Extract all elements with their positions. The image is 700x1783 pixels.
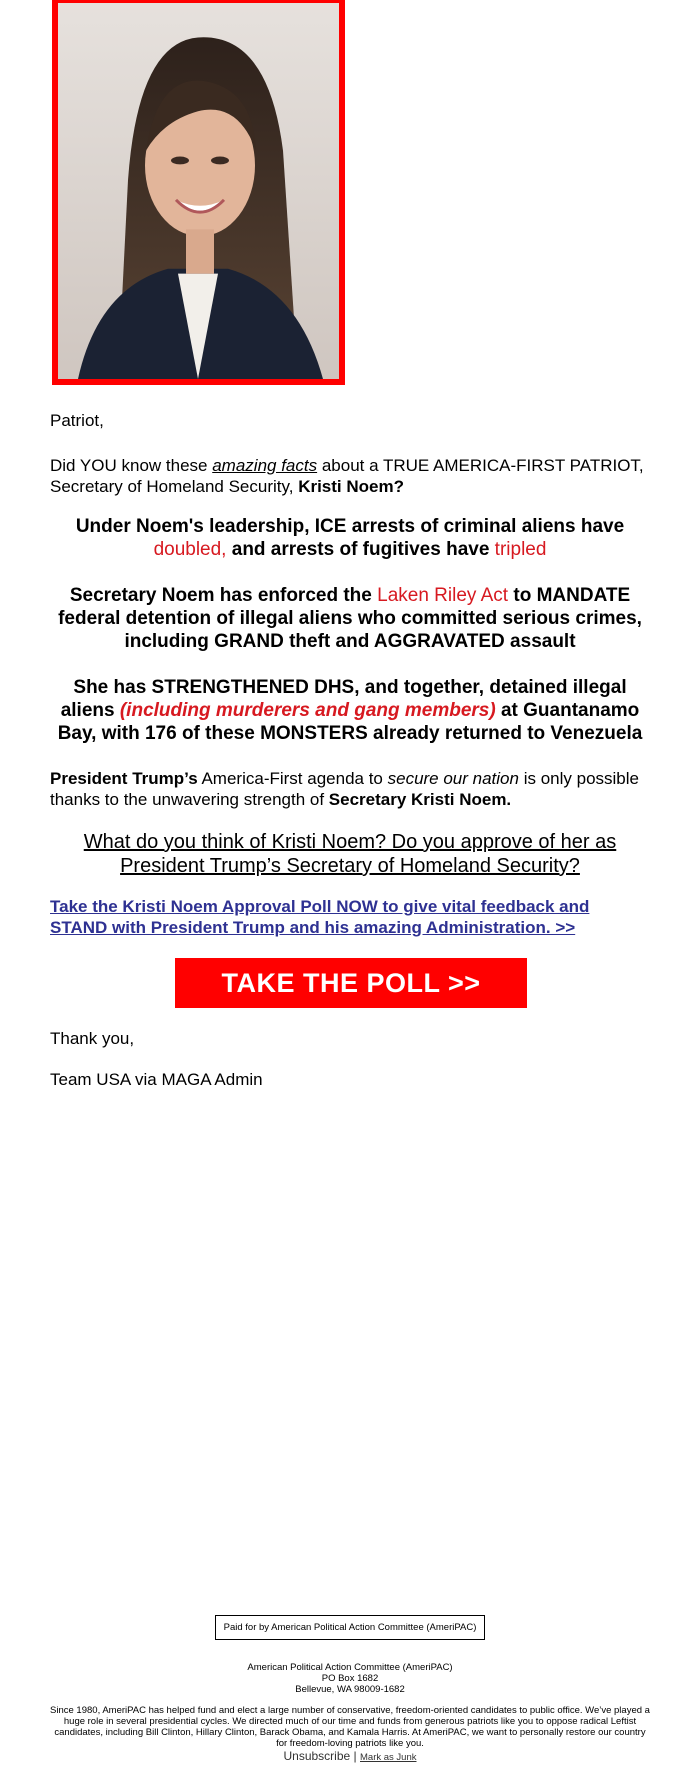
summary-bold-2: Secretary Kristi Noem.	[328, 790, 512, 809]
mark-junk-link[interactable]: Mark as Junk	[360, 1752, 417, 1763]
separator: |	[353, 1749, 357, 1763]
paid-for-box: Paid for by American Political Action Committee (AmeriPAC)	[215, 1615, 486, 1640]
fact1-text-1: Under Noem's leadership, ICE arrests of criminal aliens have	[75, 516, 625, 537]
footer	[50, 1615, 650, 1763]
intro-name: Kristi Noem?	[298, 477, 404, 496]
fact3-highlight: (including murderers and gang members)	[119, 700, 496, 721]
city-zip: Bellevue, WA 98009-1682	[295, 1684, 405, 1695]
mailing-address	[50, 1662, 650, 1695]
fact1-highlight-doubled: doubled,	[153, 539, 227, 560]
summary-italic: secure our nation	[387, 769, 519, 788]
intro-text-1: Did YOU know these	[50, 456, 213, 475]
thanks-text: Thank you,	[50, 1029, 135, 1048]
fact1-text-2: and arrests of fugitives have	[226, 539, 495, 560]
fact3-text-1: She has STRENGTHENED DHS, and together, detained illegal aliens	[60, 677, 627, 721]
fact-dhs-strengthened	[50, 676, 650, 745]
po-box: PO Box 1682	[321, 1673, 379, 1684]
fact3-text-2: at Guantanamo Bay, with 176 of these MONSTERS already returned to Venezuela	[57, 700, 643, 744]
approval-question: What do you think of Kristi Noem? Do you approve of her as President Trump’s Secretary of Homeland Security?	[83, 831, 617, 877]
org-name: American Political Action Committee (AmeriPAC)	[247, 1662, 453, 1673]
summary-text-2: is only possible thanks to the unwavering strength of	[50, 769, 639, 809]
portrait-image	[58, 3, 339, 379]
fact-ice-arrests	[50, 515, 650, 561]
summary-bold-1: President Trump’s	[50, 769, 198, 788]
poll-link[interactable]: Take the Kristi Noem Approval Poll NOW to give vital feedback and STAND with President Trump and his amazing Administration. >>	[50, 897, 590, 937]
fact2-text-1: Secretary Noem has enforced the	[69, 585, 378, 606]
fact2-highlight: Laken Riley Act	[377, 585, 509, 606]
fact2-text-2: to MANDATE federal detention of illegal aliens who committed serious crimes, including GRAND theft and AGGRAVATED assault	[58, 585, 642, 652]
intro-paragraph	[50, 455, 650, 497]
fact1-highlight-tripled: tripled	[494, 539, 547, 560]
summary-paragraph	[50, 768, 650, 810]
intro-text-2: about a TRUE AMERICA-FIRST PATRIOT, Secretary of Homeland Security,	[50, 456, 644, 496]
email-body	[50, 410, 650, 1090]
fact-laken-riley	[50, 584, 650, 653]
take-poll-button[interactable]: TAKE THE POLL >>	[175, 958, 527, 1008]
unsubscribe-link[interactable]: Unsubscribe	[283, 1749, 351, 1763]
greeting: Patriot,	[50, 411, 104, 430]
portrait-photo	[52, 0, 345, 385]
signature: Team USA via MAGA Admin	[50, 1070, 263, 1089]
about-text: Since 1980, AmeriPAC has helped fund and elect a large number of conservative, freedom-oriented candidates to public office. We’ve played a huge role in several presidential cycles. We directed much of our time and funds from generous patriots like you to oppose radical Leftist candidates, including Bill Clinton, Hillary Clinton, Barack Obama, and Kamala Harris. At AmeriPAC, we want to personally restore our country for freedom-loving patriots like you.	[50, 1705, 650, 1749]
unsubscribe-row	[50, 1751, 650, 1763]
summary-text-1: America-First agenda to	[197, 769, 388, 788]
intro-emphasis: amazing facts	[212, 456, 318, 475]
